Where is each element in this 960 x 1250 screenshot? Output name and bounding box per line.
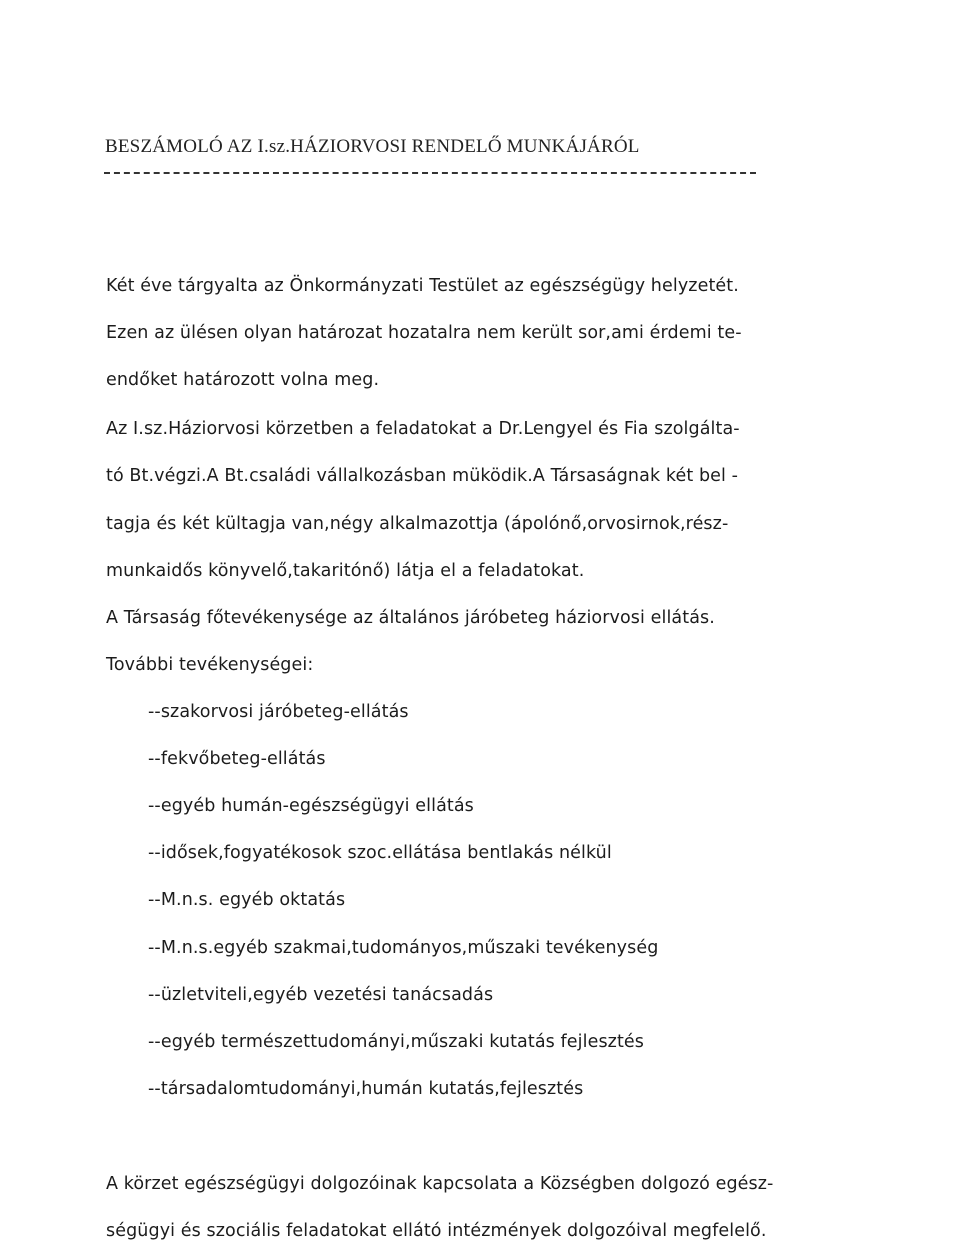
- activity-item: --fekvőbeteg-ellátás: [148, 749, 326, 769]
- paragraph-line: ségügyi és szociális feladatokat ellátó intézmények dolgozóival megfelelő.: [106, 1221, 767, 1241]
- paragraph-line: A Társaság főtevékenysége az általános járóbeteg háziorvosi ellátás.: [106, 608, 715, 628]
- activity-item: --M.n.s.egyéb szakmai,tudományos,műszaki tevékenység: [148, 938, 659, 958]
- paragraph-line: A körzet egészségügyi dolgozóinak kapcsolata a Községben dolgozó egész-: [106, 1174, 774, 1194]
- paragraph-line: Két éve tárgyalta az Önkormányzati Testület az egészségügy helyzetét.: [106, 276, 739, 296]
- paragraph-line: endőket határozott volna meg.: [106, 370, 380, 390]
- paragraph-line: tagja és két kültagja van,négy alkalmazottja (ápolónő,orvosirnok,rész-: [106, 514, 729, 534]
- document-title: BESZÁMOLÓ AZ I.sz.HÁZIORVOSI RENDELŐ MUNKÁJÁRÓL: [105, 136, 640, 157]
- activity-item: --M.n.s. egyéb oktatás: [148, 890, 346, 910]
- activity-item: --társadalomtudományi,humán kutatás,fejlesztés: [148, 1079, 584, 1099]
- activity-item: --üzletviteli,egyéb vezetési tanácsadás: [148, 985, 494, 1005]
- paragraph-line: Az I.sz.Háziorvosi körzetben a feladatokat a Dr.Lengyel és Fia szolgálta-: [106, 419, 740, 439]
- activity-item: --szakorvosi járóbeteg-ellátás: [148, 702, 409, 722]
- paragraph-line: tó Bt.végzi.A Bt.családi vállalkozásban müködik.A Társaságnak két bel -: [106, 466, 739, 486]
- dashed-rule: [104, 172, 756, 174]
- activity-item: --idősek,fogyatékosok szoc.ellátása bentlakás nélkül: [148, 843, 612, 863]
- paragraph-line: További tevékenységei:: [106, 655, 314, 675]
- activity-item: --egyéb humán-egészségügyi ellátás: [148, 796, 474, 816]
- activity-item: --egyéb természettudományi,műszaki kutatás fejlesztés: [148, 1032, 645, 1052]
- paragraph-line: Ezen az ülésen olyan határozat hozatalra nem került sor,ami érdemi te-: [106, 323, 742, 343]
- paragraph-line: munkaidős könyvelő,takaritónő) látja el a feladatokat.: [106, 561, 585, 581]
